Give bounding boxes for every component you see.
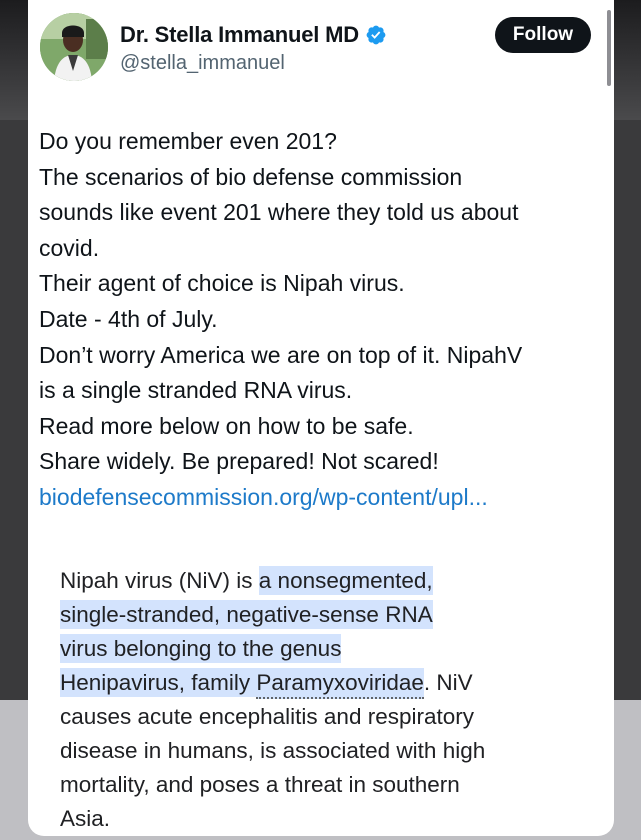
tweet-card (28, 0, 614, 836)
excerpt-highlight: single-stranded, negative-sense RNA (60, 602, 433, 627)
display-name[interactable]: Dr. Stella Immanuel MD (120, 22, 359, 47)
avatar[interactable] (40, 13, 108, 81)
excerpt-text: Nipah virus (NiV) is (60, 568, 259, 593)
excerpt-highlight: a nonsegmented, (258, 568, 433, 593)
excerpt-line: mortality, and poses a threat in southern (60, 772, 460, 797)
excerpt-line (60, 666, 600, 700)
excerpt-highlight-term: Paramyxoviridae (256, 668, 424, 699)
tweet-line: Share widely. Be prepared! Not scared! (39, 448, 439, 475)
tweet-line: Don’t worry America we are on top of it. NipahV (39, 341, 523, 368)
attached-image-excerpt (60, 564, 600, 836)
author-handle[interactable]: @stella_immanuel (120, 52, 285, 74)
excerpt-line (60, 564, 600, 598)
verified-badge-icon (365, 24, 387, 46)
tweet-line: Do you remember even 201? (39, 128, 337, 154)
excerpt-text: . NiV (423, 670, 473, 695)
tweet-line: The scenarios of bio defense commission (39, 163, 463, 190)
excerpt-line: causes acute encephalitis and respiratory (60, 704, 474, 729)
tweet-line: sounds like event 201 where they told us about (39, 199, 519, 226)
follow-button[interactable]: Follow (495, 17, 591, 53)
scrollbar[interactable] (607, 10, 611, 86)
tweet-line: Their agent of choice is Nipah virus. (39, 270, 405, 297)
name-row (120, 19, 387, 51)
tweet-link[interactable]: biodefensecommission.org/wp-content/upl... (39, 483, 488, 510)
tweet-line: Date - 4th of July. (39, 305, 218, 332)
excerpt-highlight: Henipavirus, family (60, 670, 257, 695)
excerpt-line: disease in humans, is associated with high (60, 738, 486, 763)
tweet-text (39, 124, 599, 516)
excerpt-line (60, 598, 600, 632)
excerpt-highlight: virus belonging to the genus (60, 636, 342, 661)
tweet-line: is a single stranded RNA virus. (39, 377, 353, 404)
excerpt-line: Asia. (60, 806, 111, 831)
tweet-line: covid. (39, 234, 100, 261)
excerpt-line (60, 632, 600, 666)
tweet-line: Read more below on how to be safe. (39, 412, 414, 439)
